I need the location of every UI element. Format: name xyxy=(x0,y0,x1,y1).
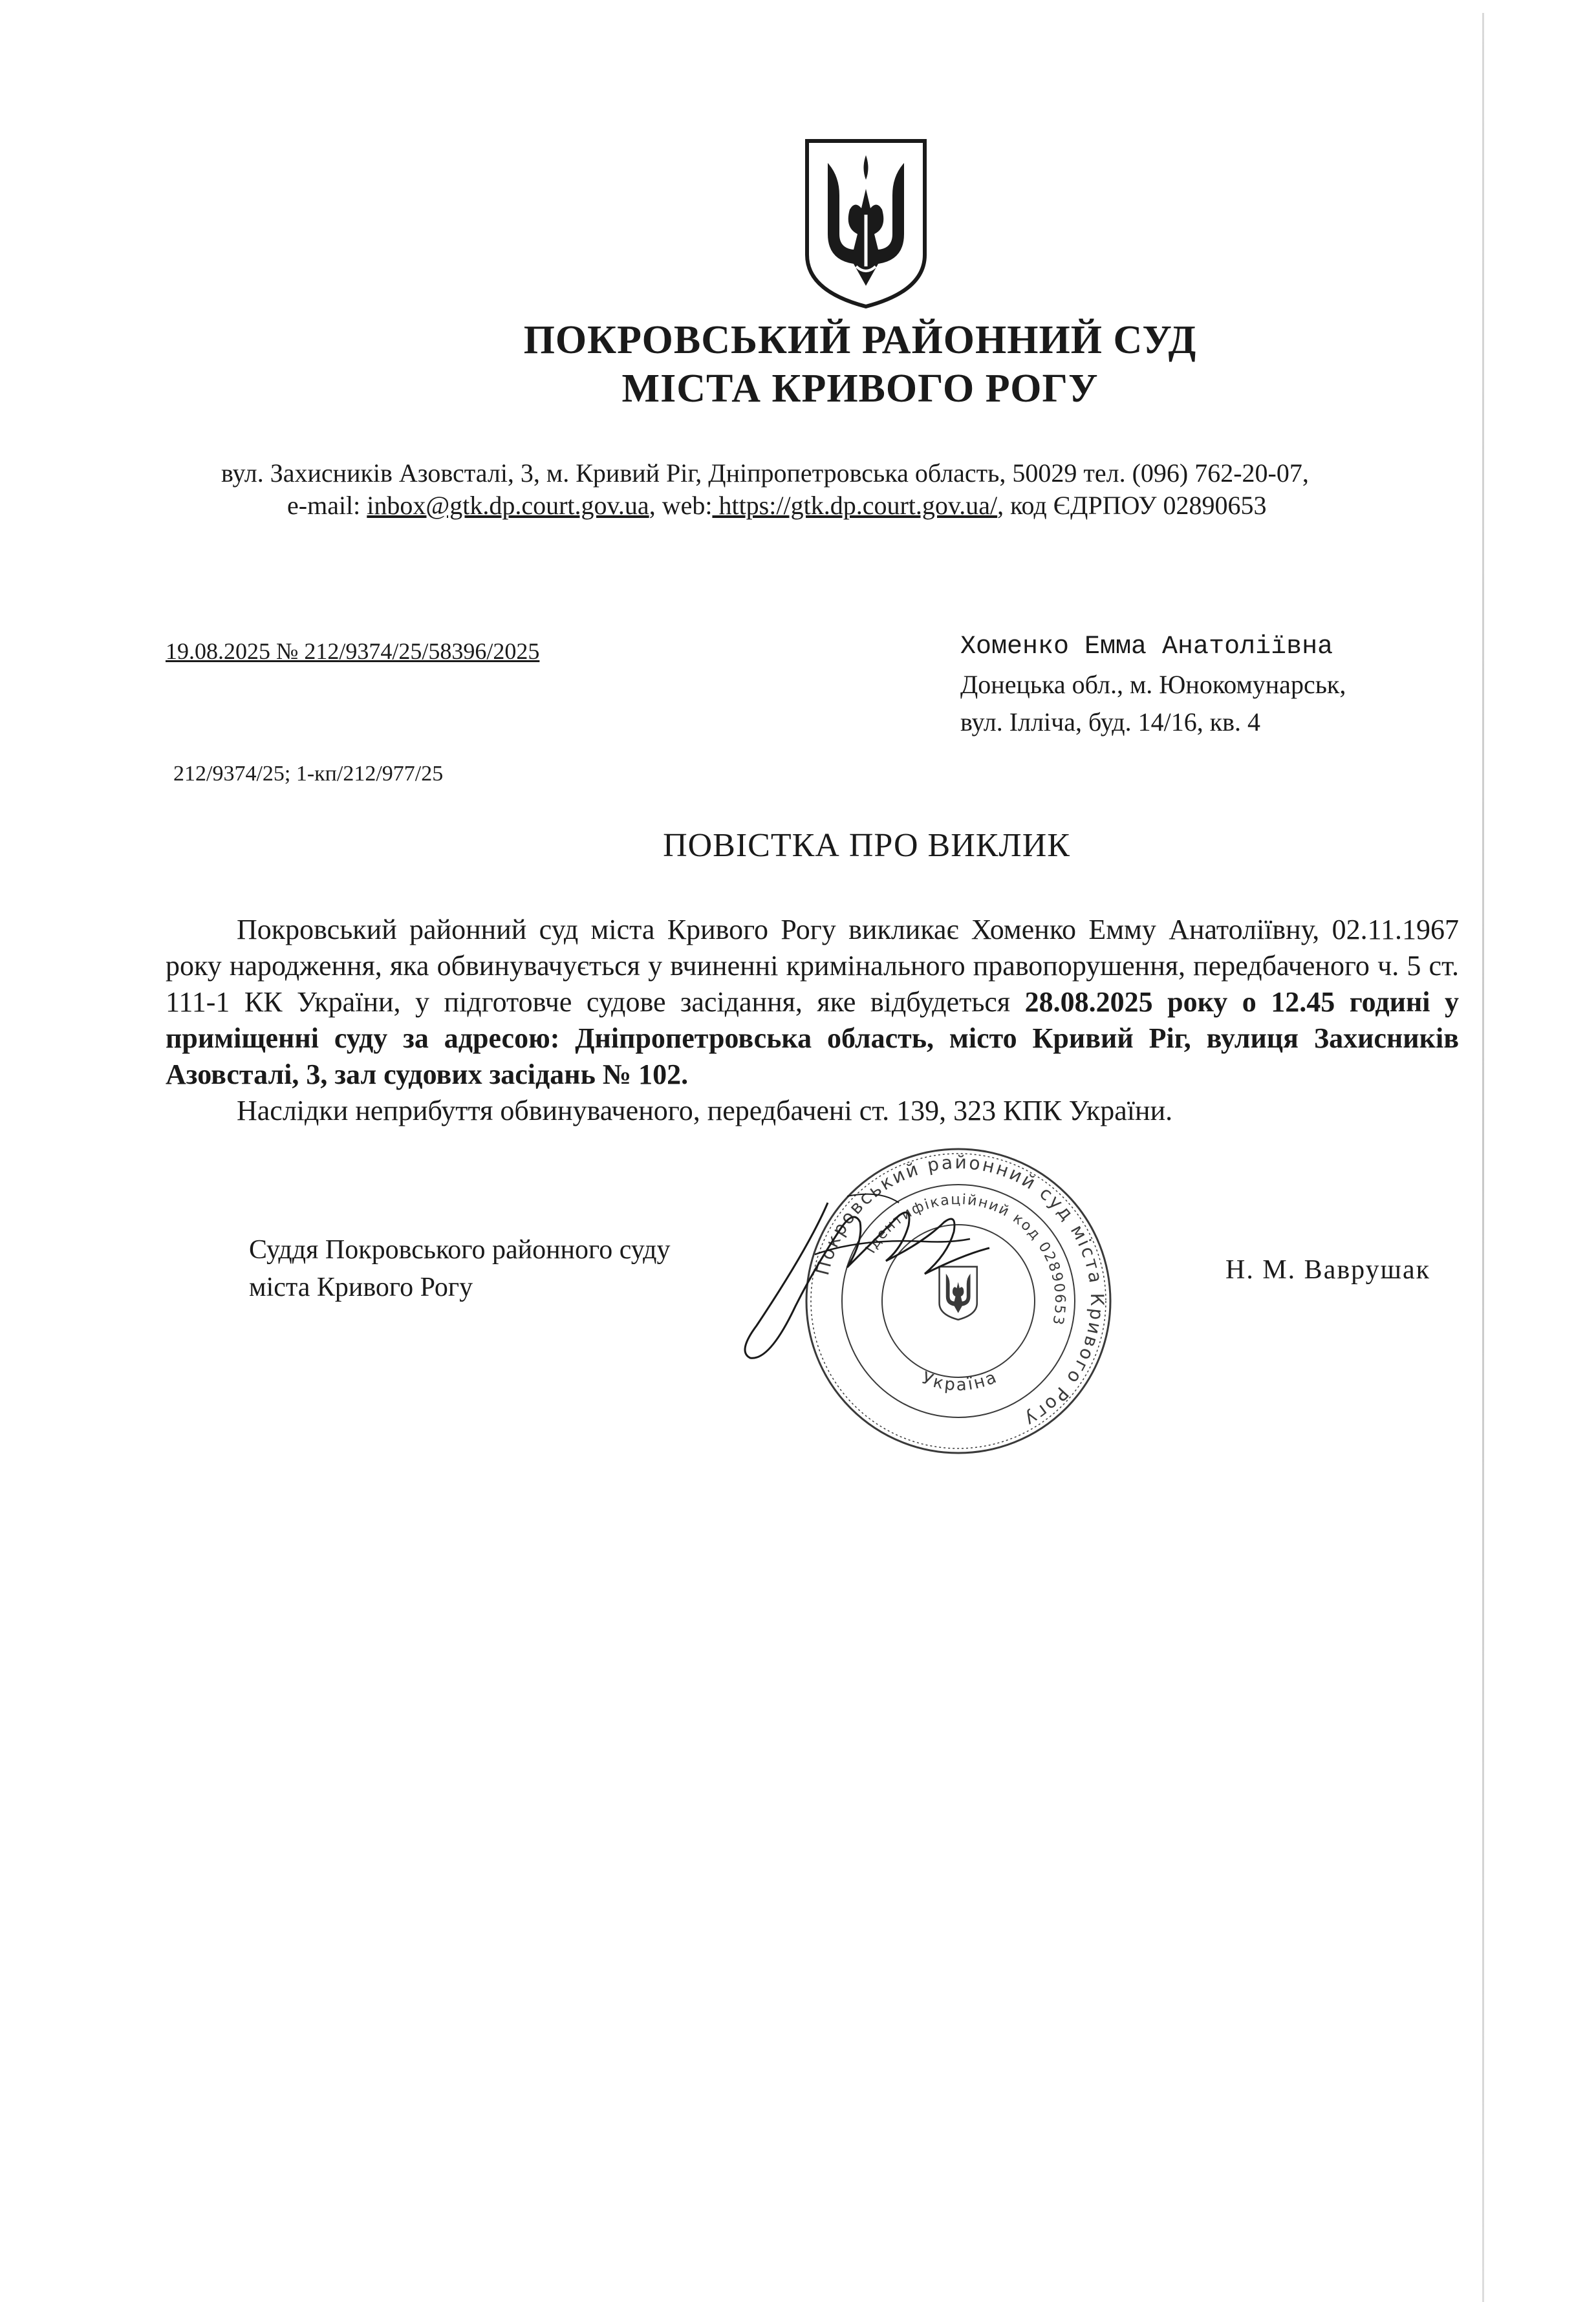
recipient-block xyxy=(960,629,1346,741)
web-label: , web: xyxy=(649,491,713,520)
document-title: ПОВІСТКА ПРО ВИКЛИК xyxy=(663,827,1070,864)
court-name-line1: ПОКРОВСЬКИЙ РАЙОННИЙ СУД xyxy=(523,318,1197,362)
case-number: 212/9374/25; 1-кп/212/977/25 xyxy=(173,762,444,786)
summons-text: Покровський районний суд міста Кривого Рогу викликає Хоменко Емму Анатоліївну, 02.11.1967 року народження, яка обвинувачується у вчиненні кримінального правопорушення, передбаченого ч. 5 ст. 111-1 КК України, у підготовче судове засідання, яке відбудеться xyxy=(166,914,1459,1018)
summons-body xyxy=(166,912,1459,1129)
stamp-outer-text: Покровський районний суд міста Кривого Рогу xyxy=(812,1151,1108,1432)
judge-name: Н. М. Ваврушак xyxy=(1225,1255,1430,1285)
edrpou-code: , код ЄДРПОУ 02890653 xyxy=(997,491,1267,520)
outgoing-reference-number: 19.08.2025 № 212/9374/25/58396/2025 xyxy=(166,638,540,664)
court-address: вул. Захисників Азовсталі, 3, м. Кривий Ріг, Дніпропетровська область, 50029 тел. (096) 762-20-07, xyxy=(221,458,1309,488)
handwritten-signature xyxy=(731,1177,1002,1371)
hearing-details: 28.08.2025 року о 12.45 годині у приміщенні суду за адресою: Дніпропетровська область, місто Кривий Ріг, вулиця Захисників Азовсталі, 3, зал судових засідань № 102. xyxy=(166,986,1459,1090)
court-name-line2: МІСТА КРИВОГО РОГУ xyxy=(621,367,1099,411)
coat-of-arms-icon xyxy=(802,137,930,309)
web-link[interactable]: https://gtk.dp.court.gov.ua/ xyxy=(712,491,998,520)
consequences-paragraph: Наслідки неприбуття обвинуваченого, передбачені ст. 139, 323 КПК України. xyxy=(237,1095,1173,1126)
svg-text:Україна xyxy=(919,1367,1000,1395)
stamp-inner-text: Ідентифікаційний код 02890653 xyxy=(863,1191,1068,1328)
judge-position-line2: міста Кривого Рогу xyxy=(249,1273,473,1302)
email-label: e-mail: xyxy=(287,491,367,520)
recipient-address-line2: вул. Ілліча, буд. 14/16, кв. 4 xyxy=(960,707,1261,737)
court-contacts xyxy=(287,493,1267,519)
email-link[interactable]: inbox@gtk.dp.court.gov.ua xyxy=(367,491,649,520)
stamp-bottom-text: Україна xyxy=(919,1367,1001,1395)
recipient-address-line1: Донецька обл., м. Юнокомунарськ, xyxy=(960,670,1346,699)
summons-paragraph xyxy=(166,912,1459,1093)
judge-position xyxy=(249,1231,671,1306)
judge-position-line1: Суддя Покровського районного суду xyxy=(249,1235,671,1265)
recipient-name: Хоменко Емма Анатоліївна xyxy=(960,632,1333,662)
